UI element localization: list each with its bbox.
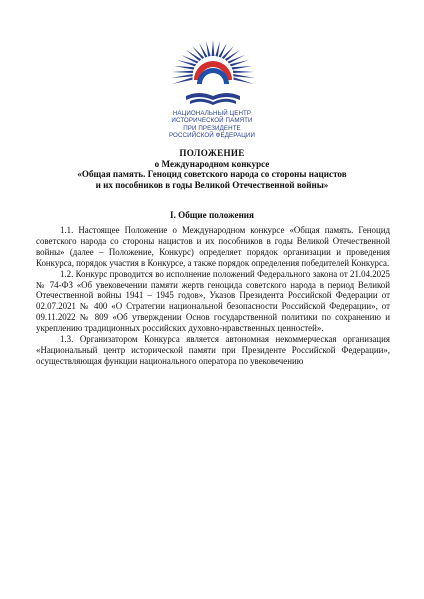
title-line-3: «Общая память. Геноцид советского народа со стороны нацистов xyxy=(77,169,347,180)
document-title xyxy=(40,148,384,190)
organization-name-line: ИСТОРИЧЕСКОЙ ПАМЯТИ xyxy=(171,117,253,125)
title-line-4: и их пособников в годы Великой Отечественной войны» xyxy=(95,179,329,190)
organization-name-line: НАЦИОНАЛЬНЫЙ ЦЕНТР xyxy=(172,110,252,117)
title-line-1: ПОЛОЖЕНИЕ xyxy=(179,148,245,158)
organization-name-line: РОССИЙСКОЙ ФЕДЕРАЦИИ xyxy=(168,131,256,139)
section-body xyxy=(36,225,390,367)
paragraph-1-1: 1.1. Настоящее Положение о Международном конкурсе «Общая память. Геноцид советского народа со стороны нацистов и их пособников в годы Великой Отечественной войны» (далее – Положение, Конкурс) определяет порядок организации и проведения Конкурса, порядок участия в Конкурсе, а также порядок определения победителей Конкурса. xyxy=(36,225,390,268)
organization-name xyxy=(150,110,274,139)
organization-name-line: ПРИ ПРЕЗИДЕНТЕ xyxy=(183,124,241,132)
section-heading: I. Общие положения xyxy=(170,210,254,220)
national-center-emblem-icon xyxy=(166,38,260,108)
paragraph-1-2: 1.2. Конкурс проводится во исполнение положений Федерального закона от 21.04.2025 № 74-ФЗ «Об увековечении памяти жертв геноцида советского народа в период Великой Отечественной войны 1941 – 1945 годов», Указов Президента Российской Федерации от 02.07.2021 № 400 «О Стратегии национальной безопасности Российской Федерации», от 09.11.2022 № 809 «Об утверждении Основ государственной политики по сохранению и укреплению традиционных российских духовно-нравственных ценностей». xyxy=(36,268,390,334)
title-line-2: о Международном конкурсе xyxy=(154,158,270,169)
paragraph-1-3: 1.3. Организатором Конкурса является автономная некоммерческая организация «Национальный центр исторической памяти при Президенте Российской Федерации», осуществляющая функции национального оператора по увековечению xyxy=(36,334,390,366)
